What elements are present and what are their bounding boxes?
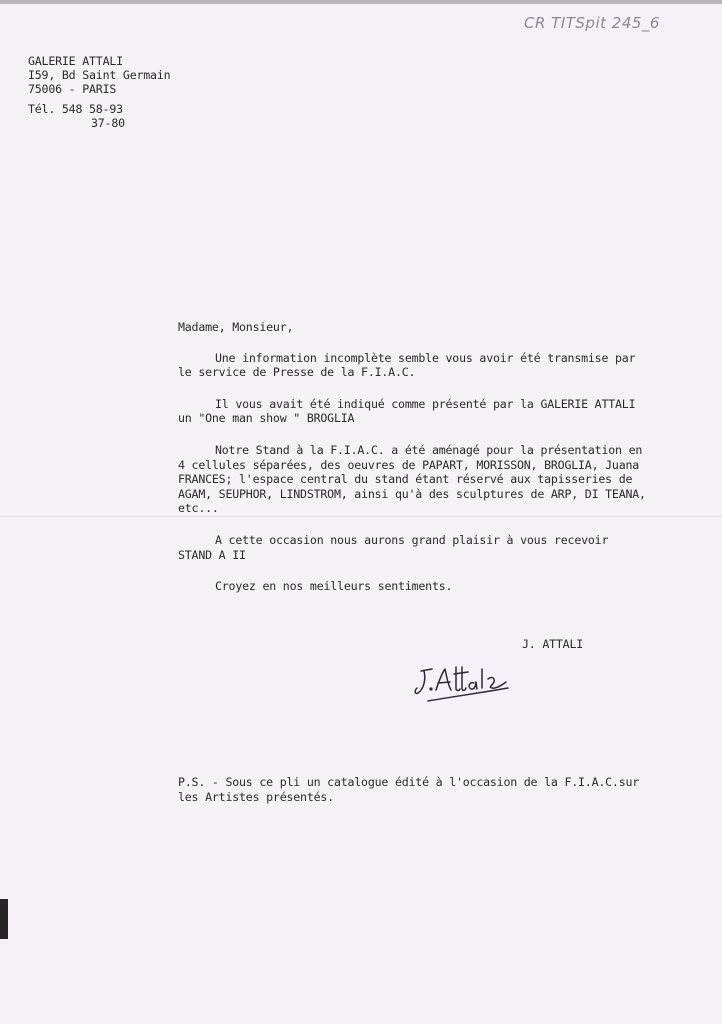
letter-page bbox=[0, 4, 722, 1024]
torn-edge bbox=[0, 899, 8, 939]
signatory-name: J. ATTALI bbox=[522, 637, 584, 651]
paragraph-line: un "One man show " BROGLIA bbox=[178, 411, 355, 426]
paragraph-one-man-show bbox=[178, 397, 678, 426]
paragraph-line: Il vous avait été indiqué comme présenté par la GALERIE ATTALI bbox=[215, 396, 636, 411]
paragraph-line: A cette occasion nous aurons grand plaisir à vous recevoir bbox=[215, 532, 609, 547]
gallery-phone-2: 37-80 bbox=[91, 116, 125, 130]
paragraph-line: Notre Stand à la F.I.A.C. a été aménagé pour la présentation en bbox=[215, 442, 643, 457]
postscript bbox=[178, 775, 639, 804]
gallery-address: I59, Bd Saint Germain bbox=[28, 68, 171, 82]
archive-reference-note: CR TITSpit 245_6 bbox=[524, 14, 660, 32]
paragraph-line: FRANCES; l'espace central du stand étant réservé aux tapisseries de bbox=[178, 472, 633, 487]
paragraph-line: AGAM, SEUPHOR, LINDSTROM, ainsi qu'à des sculptures de ARP, DI TEANA, bbox=[178, 486, 646, 501]
paragraph-line: le service de Presse de la F.I.A.C. bbox=[178, 365, 416, 380]
paragraph-line: Une information incomplète semble vous avoir été transmise par bbox=[215, 350, 636, 365]
gallery-name: GALERIE ATTALI bbox=[28, 54, 123, 68]
salutation: Madame, Monsieur, bbox=[178, 320, 294, 334]
paragraph-line: Croyez en nos meilleurs sentiments. bbox=[215, 579, 453, 594]
postscript-line: les Artistes présentés. bbox=[178, 789, 334, 804]
letterhead bbox=[28, 54, 170, 130]
paragraph-press-info bbox=[178, 351, 678, 380]
paragraph-invitation bbox=[178, 533, 678, 562]
paragraph-closing bbox=[178, 579, 678, 594]
handwritten-signature bbox=[410, 657, 514, 705]
letter-body bbox=[178, 320, 678, 594]
paragraph-line: 4 cellules séparées, des oeuvres de PAPART, MORISSON, BROGLIA, Juana bbox=[178, 457, 640, 472]
paragraph-line: etc... bbox=[178, 501, 219, 516]
gallery-city: 75006 - PARIS bbox=[28, 82, 117, 96]
gallery-phone-1: Tél. 548 58-93 bbox=[28, 102, 123, 116]
postscript-line: P.S. - Sous ce pli un catalogue édité à l'occasion de la F.I.A.C.sur bbox=[178, 775, 640, 789]
paragraph-line: STAND A II bbox=[178, 547, 246, 562]
paragraph-stand-description bbox=[178, 443, 678, 516]
